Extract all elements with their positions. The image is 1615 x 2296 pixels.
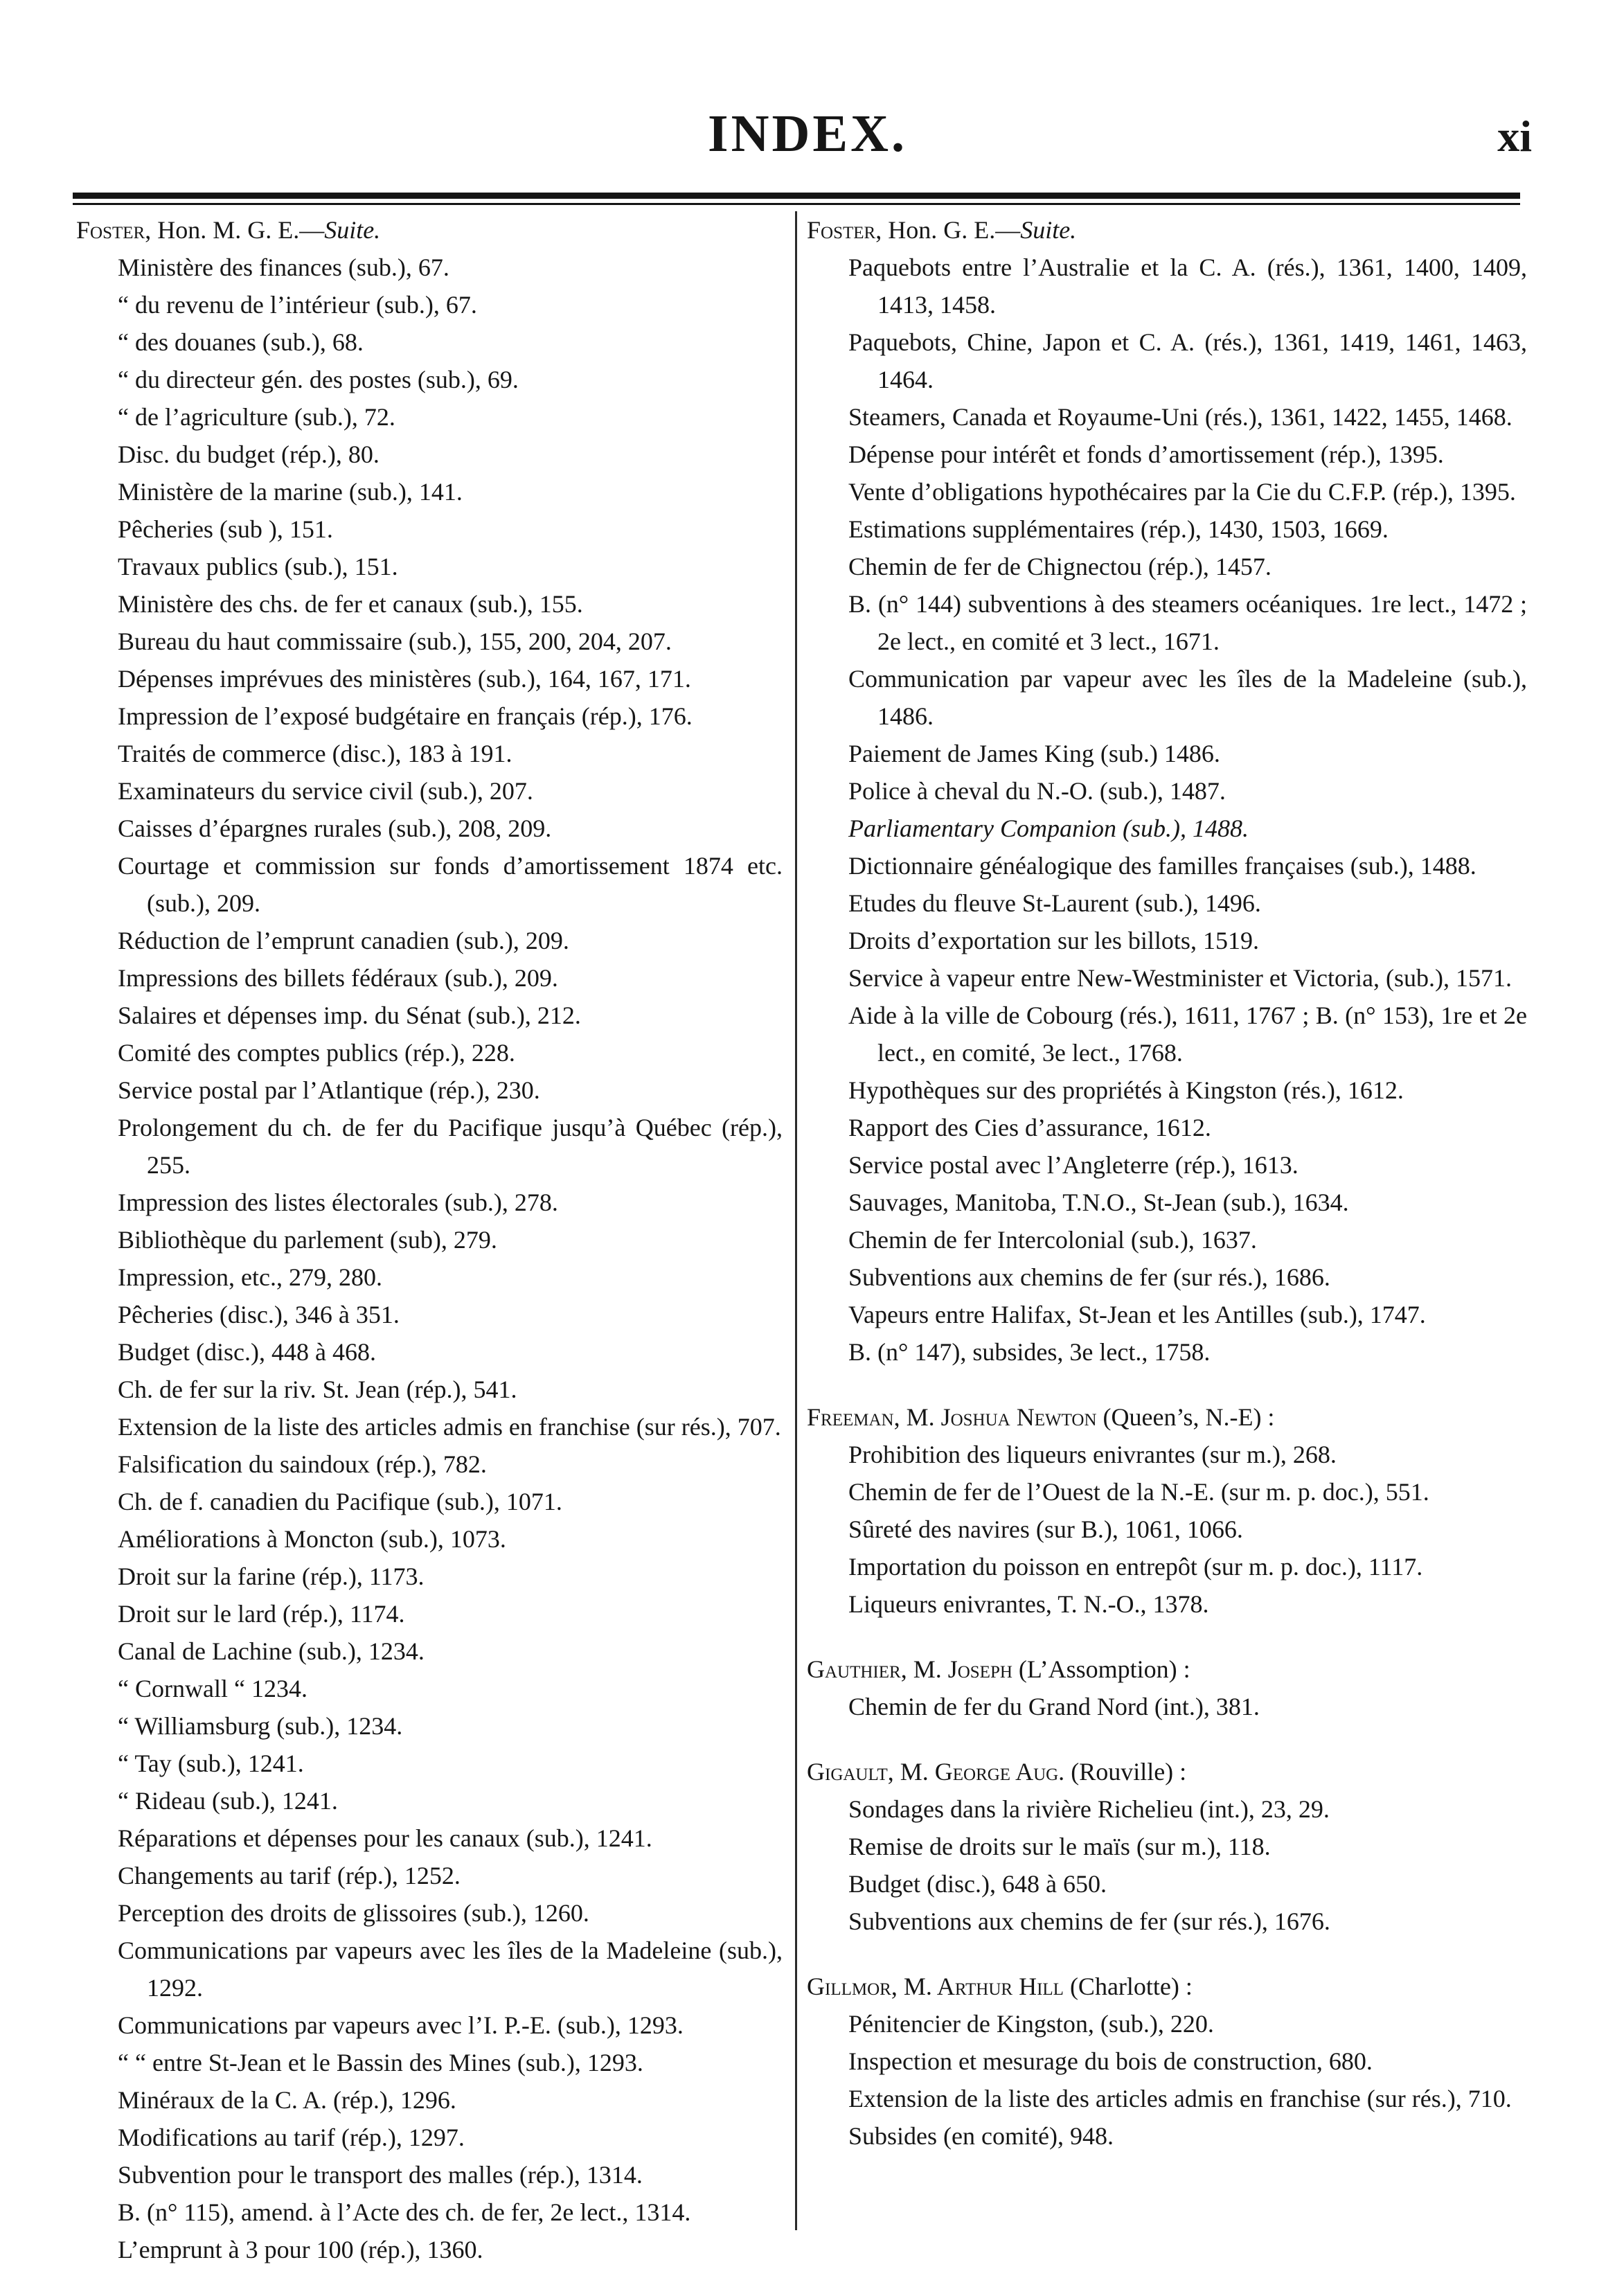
index-section [76, 211, 783, 2268]
index-section [807, 1398, 1527, 1623]
index-entry: Chemin de fer du Grand Nord (int.), 381. [848, 1693, 1260, 1720]
index-entry: Droit sur le lard (rép.), 1174. [118, 1600, 405, 1628]
index-section [807, 1650, 1527, 1725]
index-section [807, 1753, 1527, 1940]
index-entry: “ Williamsburg (sub.), 1234. [118, 1712, 403, 1740]
person-name: Gigault, M. George Aug. [807, 1758, 1065, 1786]
index-entry: Remise de droits sur le maïs (sur m.), 118. [848, 1833, 1271, 1860]
person-name: Foster, [807, 216, 882, 244]
index-entry: Sûreté des navires (sur B.), 1061, 1066. [848, 1515, 1243, 1543]
index-entry: Paiement de James King (sub.) 1486. [848, 740, 1220, 767]
index-entry: Liqueurs enivrantes, T. N.-O., 1378. [848, 1590, 1209, 1618]
index-section [807, 211, 1527, 1371]
index-entry: Subsides (en comité), 948. [848, 2122, 1114, 2150]
index-entry: Prohibition des liqueurs enivrantes (sur m.), 268. [848, 1441, 1337, 1468]
index-entry: Extension de la liste des articles admis en franchise (sur rés.), 710. [848, 2085, 1512, 2112]
index-entry: Modifications au tarif (rép.), 1297. [118, 2124, 465, 2151]
index-entry: Minéraux de la C. A. (rép.), 1296. [118, 2086, 456, 2114]
index-entry: Droit sur la farine (rép.), 1173. [118, 1563, 425, 1590]
index-entry: Paquebots, Chine, Japon et C. A. (rés.), 1361, 1419, 1461, 1463, 1464. [848, 328, 1527, 393]
index-entry: Subvention pour le transport des malles (rép.), 1314. [118, 2161, 643, 2189]
index-entry: Service postal par l’Atlantique (rép.), 230. [118, 1076, 540, 1104]
index-entry: Police à cheval du N.-O. (sub.), 1487. [848, 777, 1226, 805]
index-entry: “ Cornwall “ 1234. [118, 1675, 307, 1702]
section-heading [807, 211, 1527, 249]
index-entry: Ministère des finances (sub.), 67. [118, 253, 449, 281]
index-entry: Droits d’exportation sur les billots, 1519. [848, 927, 1259, 954]
index-entry: Bibliothèque du parlement (sub), 279. [118, 1226, 497, 1254]
index-entry: Canal de Lachine (sub.), 1234. [118, 1637, 425, 1665]
section-heading [807, 1650, 1527, 1688]
index-entry: Traités de commerce (disc.), 183 à 191. [118, 740, 512, 767]
index-entry: Vapeurs entre Halifax, St-Jean et les Antilles (sub.), 1747. [848, 1301, 1426, 1328]
index-entry: Vente d’obligations hypothécaires par la Cie du C.F.P. (rép.), 1395. [848, 478, 1516, 506]
index-entry: Hypothèques sur des propriétés à Kingston (rés.), 1612. [848, 1076, 1404, 1104]
index-entry: Etudes du fleuve St-Laurent (sub.), 1496. [848, 889, 1261, 917]
index-entry: Communications par vapeurs avec l’I. P.-E. (sub.), 1293. [118, 2011, 684, 2039]
index-entry: Ch. de fer sur la riv. St. Jean (rép.), 541. [118, 1376, 517, 1403]
person-title: Hon. G. E.— [882, 216, 1021, 244]
index-entry: Budget (disc.), 648 à 650. [848, 1870, 1107, 1898]
index-entry: Communication par vapeur avec les îles de la Madeleine (sub.), 1486. [848, 665, 1527, 730]
index-entry: Chemin de fer Intercolonial (sub.), 1637. [848, 1226, 1257, 1254]
index-entry: Pénitencier de Kingston, (sub.), 220. [848, 2010, 1214, 2038]
index-entry: Changements au tarif (rép.), 1252. [118, 1862, 461, 1889]
index-entry: Importation du poisson en entrepôt (sur m. p. doc.), 1117. [848, 1553, 1423, 1581]
index-entry: Dépense pour intérêt et fonds d’amortissement (rép.), 1395. [848, 440, 1444, 468]
index-entry: L’emprunt à 3 pour 100 (rép.), 1360. [118, 2236, 483, 2263]
index-entry: Réduction de l’emprunt canadien (sub.), 209. [118, 927, 569, 954]
index-entry: “ Rideau (sub.), 1241. [118, 1787, 338, 1815]
person-title: (Charlotte) : [1063, 1973, 1193, 2000]
index-entry: Chemin de fer de Chignectou (rép.), 1457. [848, 553, 1272, 580]
index-entry: Paquebots entre l’Australie et la C. A. (rés.), 1361, 1400, 1409, 1413, 1458. [848, 253, 1527, 319]
index-section [807, 1968, 1527, 2155]
index-entry: Disc. du budget (rép.), 80. [118, 440, 380, 468]
index-entry: Pêcheries (sub ), 151. [118, 515, 333, 543]
section-heading [807, 1968, 1527, 2005]
index-entry: Sauvages, Manitoba, T.N.O., St-Jean (sub.), 1634. [848, 1189, 1349, 1216]
index-entry: Dictionnaire généalogique des familles françaises (sub.), 1488. [848, 852, 1476, 880]
index-entry: Service à vapeur entre New-Westminister et Victoria, (sub.), 1571. [848, 964, 1512, 992]
person-name: Freeman, M. Joshua Newton [807, 1403, 1097, 1431]
index-entry: Travaux publics (sub.), 151. [118, 553, 398, 580]
index-entry: Communications par vapeurs avec les îles de la Madeleine (sub.), 1292. [118, 1937, 783, 2002]
index-entry: Ministère des chs. de fer et canaux (sub.), 155. [118, 590, 583, 618]
index-entry: B. (n° 147), subsides, 3e lect., 1758. [848, 1338, 1211, 1366]
header-rule-thin [73, 203, 1520, 205]
person-name: Foster, [76, 216, 152, 244]
index-entry: Chemin de fer de l’Ouest de la N.-E. (sur m. p. doc.), 551. [848, 1478, 1429, 1506]
index-entry: “ “ entre St-Jean et le Bassin des Mines (sub.), 1293. [118, 2049, 643, 2076]
person-title: (L’Assomption) : [1012, 1655, 1190, 1683]
index-entry: Impression des listes électorales (sub.), 278. [118, 1189, 558, 1216]
continuation-marker: Suite. [324, 216, 381, 244]
index-entry: Impression, etc., 279, 280. [118, 1263, 382, 1291]
index-entry: “ du revenu de l’intérieur (sub.), 67. [118, 291, 477, 319]
index-entry: Bureau du haut commissaire (sub.), 155, 200, 204, 207. [118, 628, 672, 655]
index-entry: Améliorations à Moncton (sub.), 1073. [118, 1525, 506, 1553]
index-entry: Prolongement du ch. de fer du Pacifique jusqu’à Québec (rép.), 255. [118, 1114, 783, 1179]
index-entry: Sondages dans la rivière Richelieu (int.), 23, 29. [848, 1795, 1330, 1823]
index-entry: Rapport des Cies d’assurance, 1612. [848, 1114, 1211, 1141]
index-entry: “ des douanes (sub.), 68. [118, 328, 364, 356]
index-entry: “ du directeur gén. des postes (sub.), 69. [118, 366, 519, 393]
index-entry: Budget (disc.), 448 à 468. [118, 1338, 376, 1366]
page-title: INDEX. [708, 105, 907, 163]
index-entry: Steamers, Canada et Royaume-Uni (rés.), 1361, 1422, 1455, 1468. [848, 403, 1513, 431]
index-entry: Réparations et dépenses pour les canaux (sub.), 1241. [118, 1824, 652, 1852]
index-entry: Impression de l’exposé budgétaire en français (rép.), 176. [118, 702, 693, 730]
person-name: Gauthier, M. Joseph [807, 1655, 1012, 1683]
continuation-marker: Suite. [1020, 216, 1077, 244]
index-entry: Inspection et mesurage du bois de construction, 680. [848, 2047, 1373, 2075]
index-entry: Impressions des billets fédéraux (sub.), 209. [118, 964, 558, 992]
page-number: xi [1497, 112, 1532, 161]
person-name: Gillmor, M. Arthur Hill [807, 1973, 1064, 2000]
index-entry: Examinateurs du service civil (sub.), 207. [118, 777, 533, 805]
index-entry: Extension de la liste des articles admis en franchise (sur rés.), 707. [118, 1413, 781, 1441]
index-entry: Subventions aux chemins de fer (sur rés.), 1676. [848, 1907, 1330, 1935]
person-title: (Rouville) : [1064, 1758, 1187, 1786]
section-heading [76, 211, 783, 249]
index-entry: Salaires et dépenses imp. du Sénat (sub.), 212. [118, 1002, 581, 1029]
index-entry: Service postal avec l’Angleterre (rép.), 1613. [848, 1151, 1299, 1179]
index-entry: “ Tay (sub.), 1241. [118, 1750, 304, 1777]
header-rule-thick [73, 193, 1520, 199]
index-entry: Courtage et commission sur fonds d’amortissement 1874 etc. (sub.), 209. [118, 852, 783, 917]
index-entry: “ de l’agriculture (sub.), 72. [118, 403, 395, 431]
index-entry: Estimations supplémentaires (rép.), 1430, 1503, 1669. [848, 515, 1389, 543]
index-entry: B. (n° 144) subventions à des steamers océaniques. 1re lect., 1472 ; 2e lect., en comité et 3 lect., 1671. [848, 590, 1527, 655]
person-title: (Queen’s, N.-E) : [1096, 1403, 1275, 1431]
column-divider [795, 211, 797, 2230]
index-entry: B. (n° 115), amend. à l’Acte des ch. de fer, 2e lect., 1314. [118, 2198, 691, 2226]
index-entry: Comité des comptes publics (rép.), 228. [118, 1039, 515, 1067]
section-heading [807, 1398, 1527, 1436]
index-entry: Perception des droits de glissoires (sub.), 1260. [118, 1899, 589, 1927]
index-entry: Caisses d’épargnes rurales (sub.), 208, 209. [118, 815, 552, 842]
index-entry: Dépenses imprévues des ministères (sub.), 164, 167, 171. [118, 665, 691, 693]
left-column [76, 211, 783, 2296]
index-entry: Parliamentary Companion (sub.), 1488. [848, 815, 1249, 842]
index-entry: Subventions aux chemins de fer (sur rés.), 1686. [848, 1263, 1330, 1291]
person-title: Hon. M. G. E.— [151, 216, 325, 244]
index-entry: Pêcheries (disc.), 346 à 351. [118, 1301, 400, 1328]
right-column [807, 211, 1527, 2182]
section-heading [807, 1753, 1527, 1790]
index-entry: Aide à la ville de Cobourg (rés.), 1611, 1767 ; B. (n° 153), 1re et 2e lect., en comité, 3e lect., 1768. [848, 1002, 1527, 1067]
index-entry: Ch. de f. canadien du Pacifique (sub.), 1071. [118, 1488, 562, 1515]
index-entry: Falsification du saindoux (rép.), 782. [118, 1450, 487, 1478]
index-entry: Ministère de la marine (sub.), 141. [118, 478, 463, 506]
